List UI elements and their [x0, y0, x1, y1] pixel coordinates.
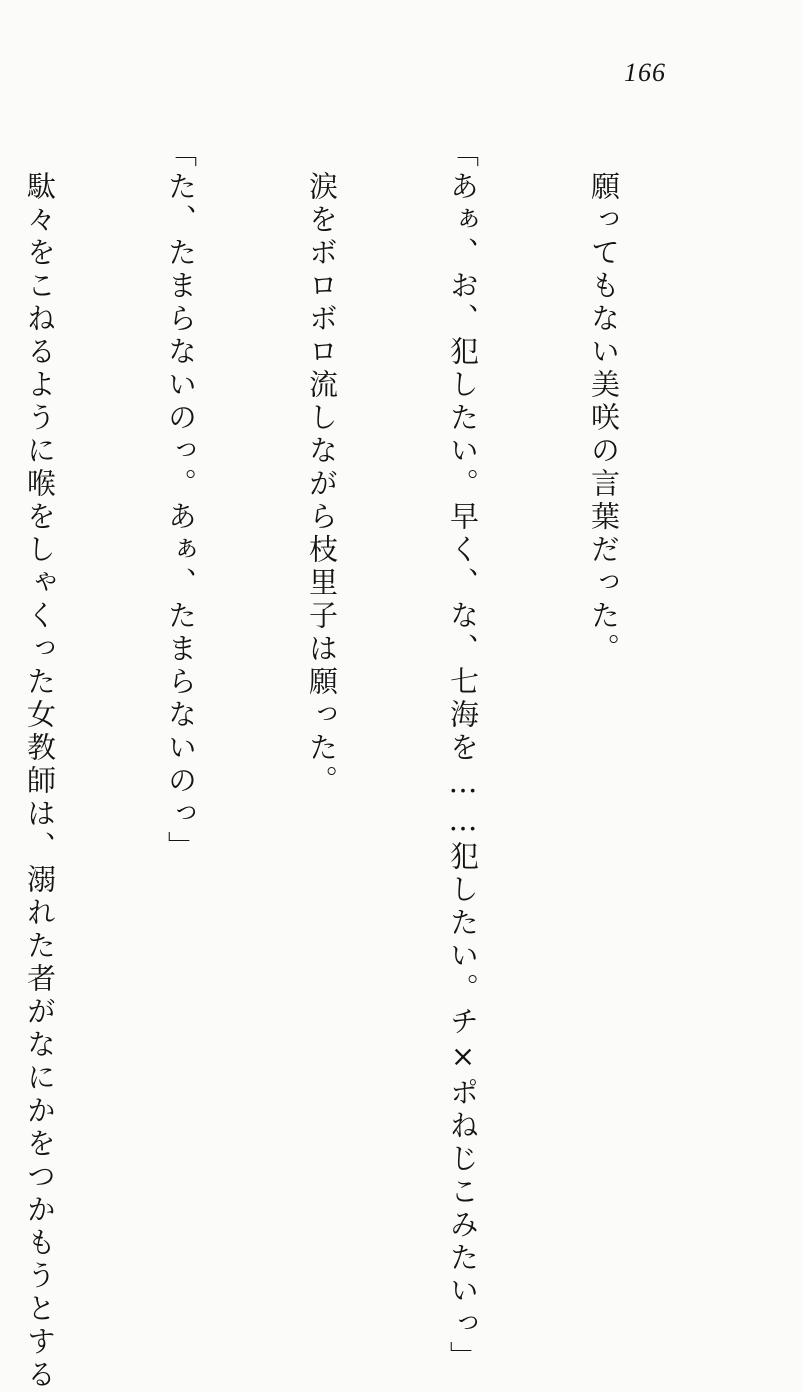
text-line: 駄々をこねるように喉をしゃくった女教師は、溺れた者がなにかをつかもうとする	[23, 138, 57, 1392]
text-line: 「た、たまらないのっ。あぁ、たまらないのっ」	[164, 138, 198, 864]
text-line: 「あぁ、お、犯したい。早く、な、七海を……犯したい。チ×ポねじこみたいっ」	[446, 138, 480, 1374]
text-line: 願ってもない美咲の言葉だった。	[587, 138, 621, 666]
text-line: 涙をボロボロ流しながら枝里子は願った。	[305, 138, 339, 798]
body-text	[0, 138, 721, 1392]
page-number: 166	[624, 58, 666, 87]
